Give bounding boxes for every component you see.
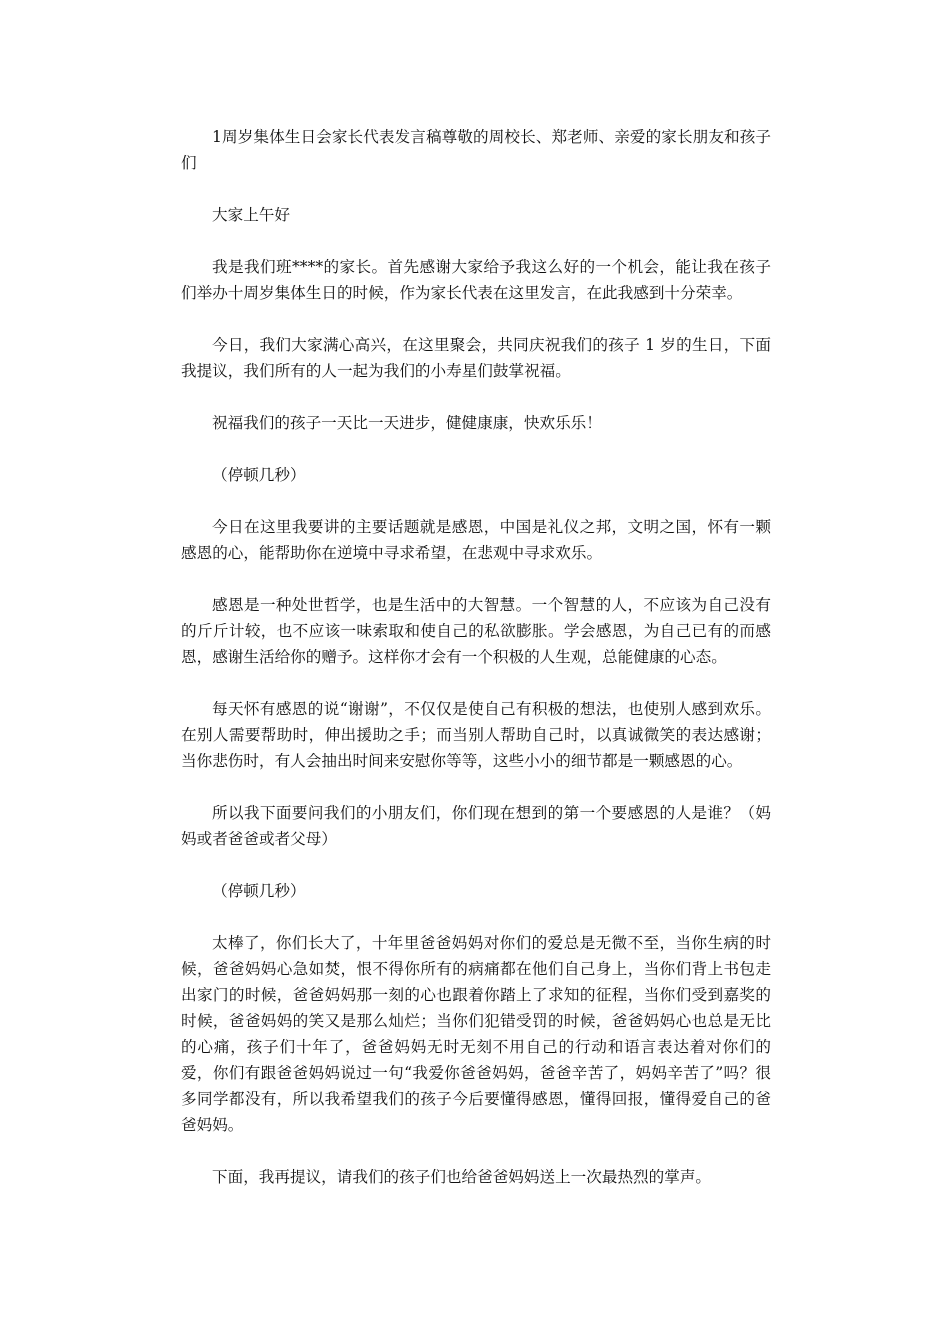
paragraph-celebration: 今日，我们大家满心高兴，在这里聚会，共同庆祝我们的孩子 1 岁的生日，下面我提议，我们所有的人一起为我们的小寿星们鼓掌祝福。 <box>181 336 771 380</box>
paragraph-title: 1周岁集体生日会家长代表发言稿尊敬的周校长、郑老师、亲爱的家长朋友和孩子们 <box>181 128 771 172</box>
paragraph-pause: （停顿几秒） <box>212 882 306 900</box>
paragraph-closing: 下面，我再提议，请我们的孩子们也给爸爸妈妈送上一次最热烈的掌声。 <box>212 1168 712 1186</box>
paragraph-parents-love: 太棒了，你们长大了，十年里爸爸妈妈对你们的爱总是无微不至，当你生病的时候，爸爸妈妈心急如焚，恨不得你所有的病痛都在他们自己身上，当你们背上书包走出家门的时候，爸爸妈妈那一刻的心也跟着你踏上了求知的征程，当你们受到嘉奖的时候，爸爸妈妈的笑又是那么灿烂；当你们犯错受罚的时候，爸爸妈妈心也总是无比的心痛，孩子们十年了，爸爸妈妈无时无刻不用自己的行动和语言表达着对你们的爱，你们有跟爸爸妈妈说过一句“我爱你爸爸妈妈，爸爸辛苦了，妈妈辛苦了”吗？很多同学都没有，所以我希望我们的孩子今后要懂得感恩，懂得回报，懂得爱自己的爸爸妈妈。 <box>181 934 771 1134</box>
paragraph-topic: 今日在这里我要讲的主要话题就是感恩，中国是礼仪之邦，文明之国，怀有一颗感恩的心，能帮助你在逆境中寻求希望，在悲观中寻求欢乐。 <box>181 518 771 562</box>
paragraph-question: 所以我下面要问我们的小朋友们，你们现在想到的第一个要感恩的人是谁？（妈妈或者爸爸或者父母） <box>181 804 771 848</box>
paragraph-blessing: 祝福我们的孩子一天比一天进步，健健康康，快欢乐乐！ <box>212 414 602 432</box>
paragraph-introduction: 我是我们班****的家长。首先感谢大家给予我这么好的一个机会，能让我在孩子们举办十周岁集体生日的时候，作为家长代表在这里发言，在此我感到十分荣幸。 <box>181 258 771 302</box>
paragraph-saying-thanks: 每天怀有感恩的说“谢谢”，不仅仅是使自己有积极的想法，也使别人感到欢乐。在别人需要帮助时，伸出援助之手；而当别人帮助自己时，以真诚微笑的表达感谢；当你悲伤时，有人会抽出时间来安慰你等等，这些小小的细节都是一颗感恩的心。 <box>181 700 771 770</box>
paragraph-gratitude-philosophy: 感恩是一种处世哲学，也是生活中的大智慧。一个智慧的人，不应该为自己没有的斤斤计较，也不应该一味索取和使自己的私欲膨胀。学会感恩，为自己已有的而感恩，感谢生活给你的赠予。这样你才会有一个积极的人生观，总能健康的心态。 <box>181 596 771 666</box>
paragraph-greeting: 大家上午好 <box>212 206 290 224</box>
document-page <box>181 124 771 1190</box>
paragraph-pause: （停顿几秒） <box>212 466 306 484</box>
